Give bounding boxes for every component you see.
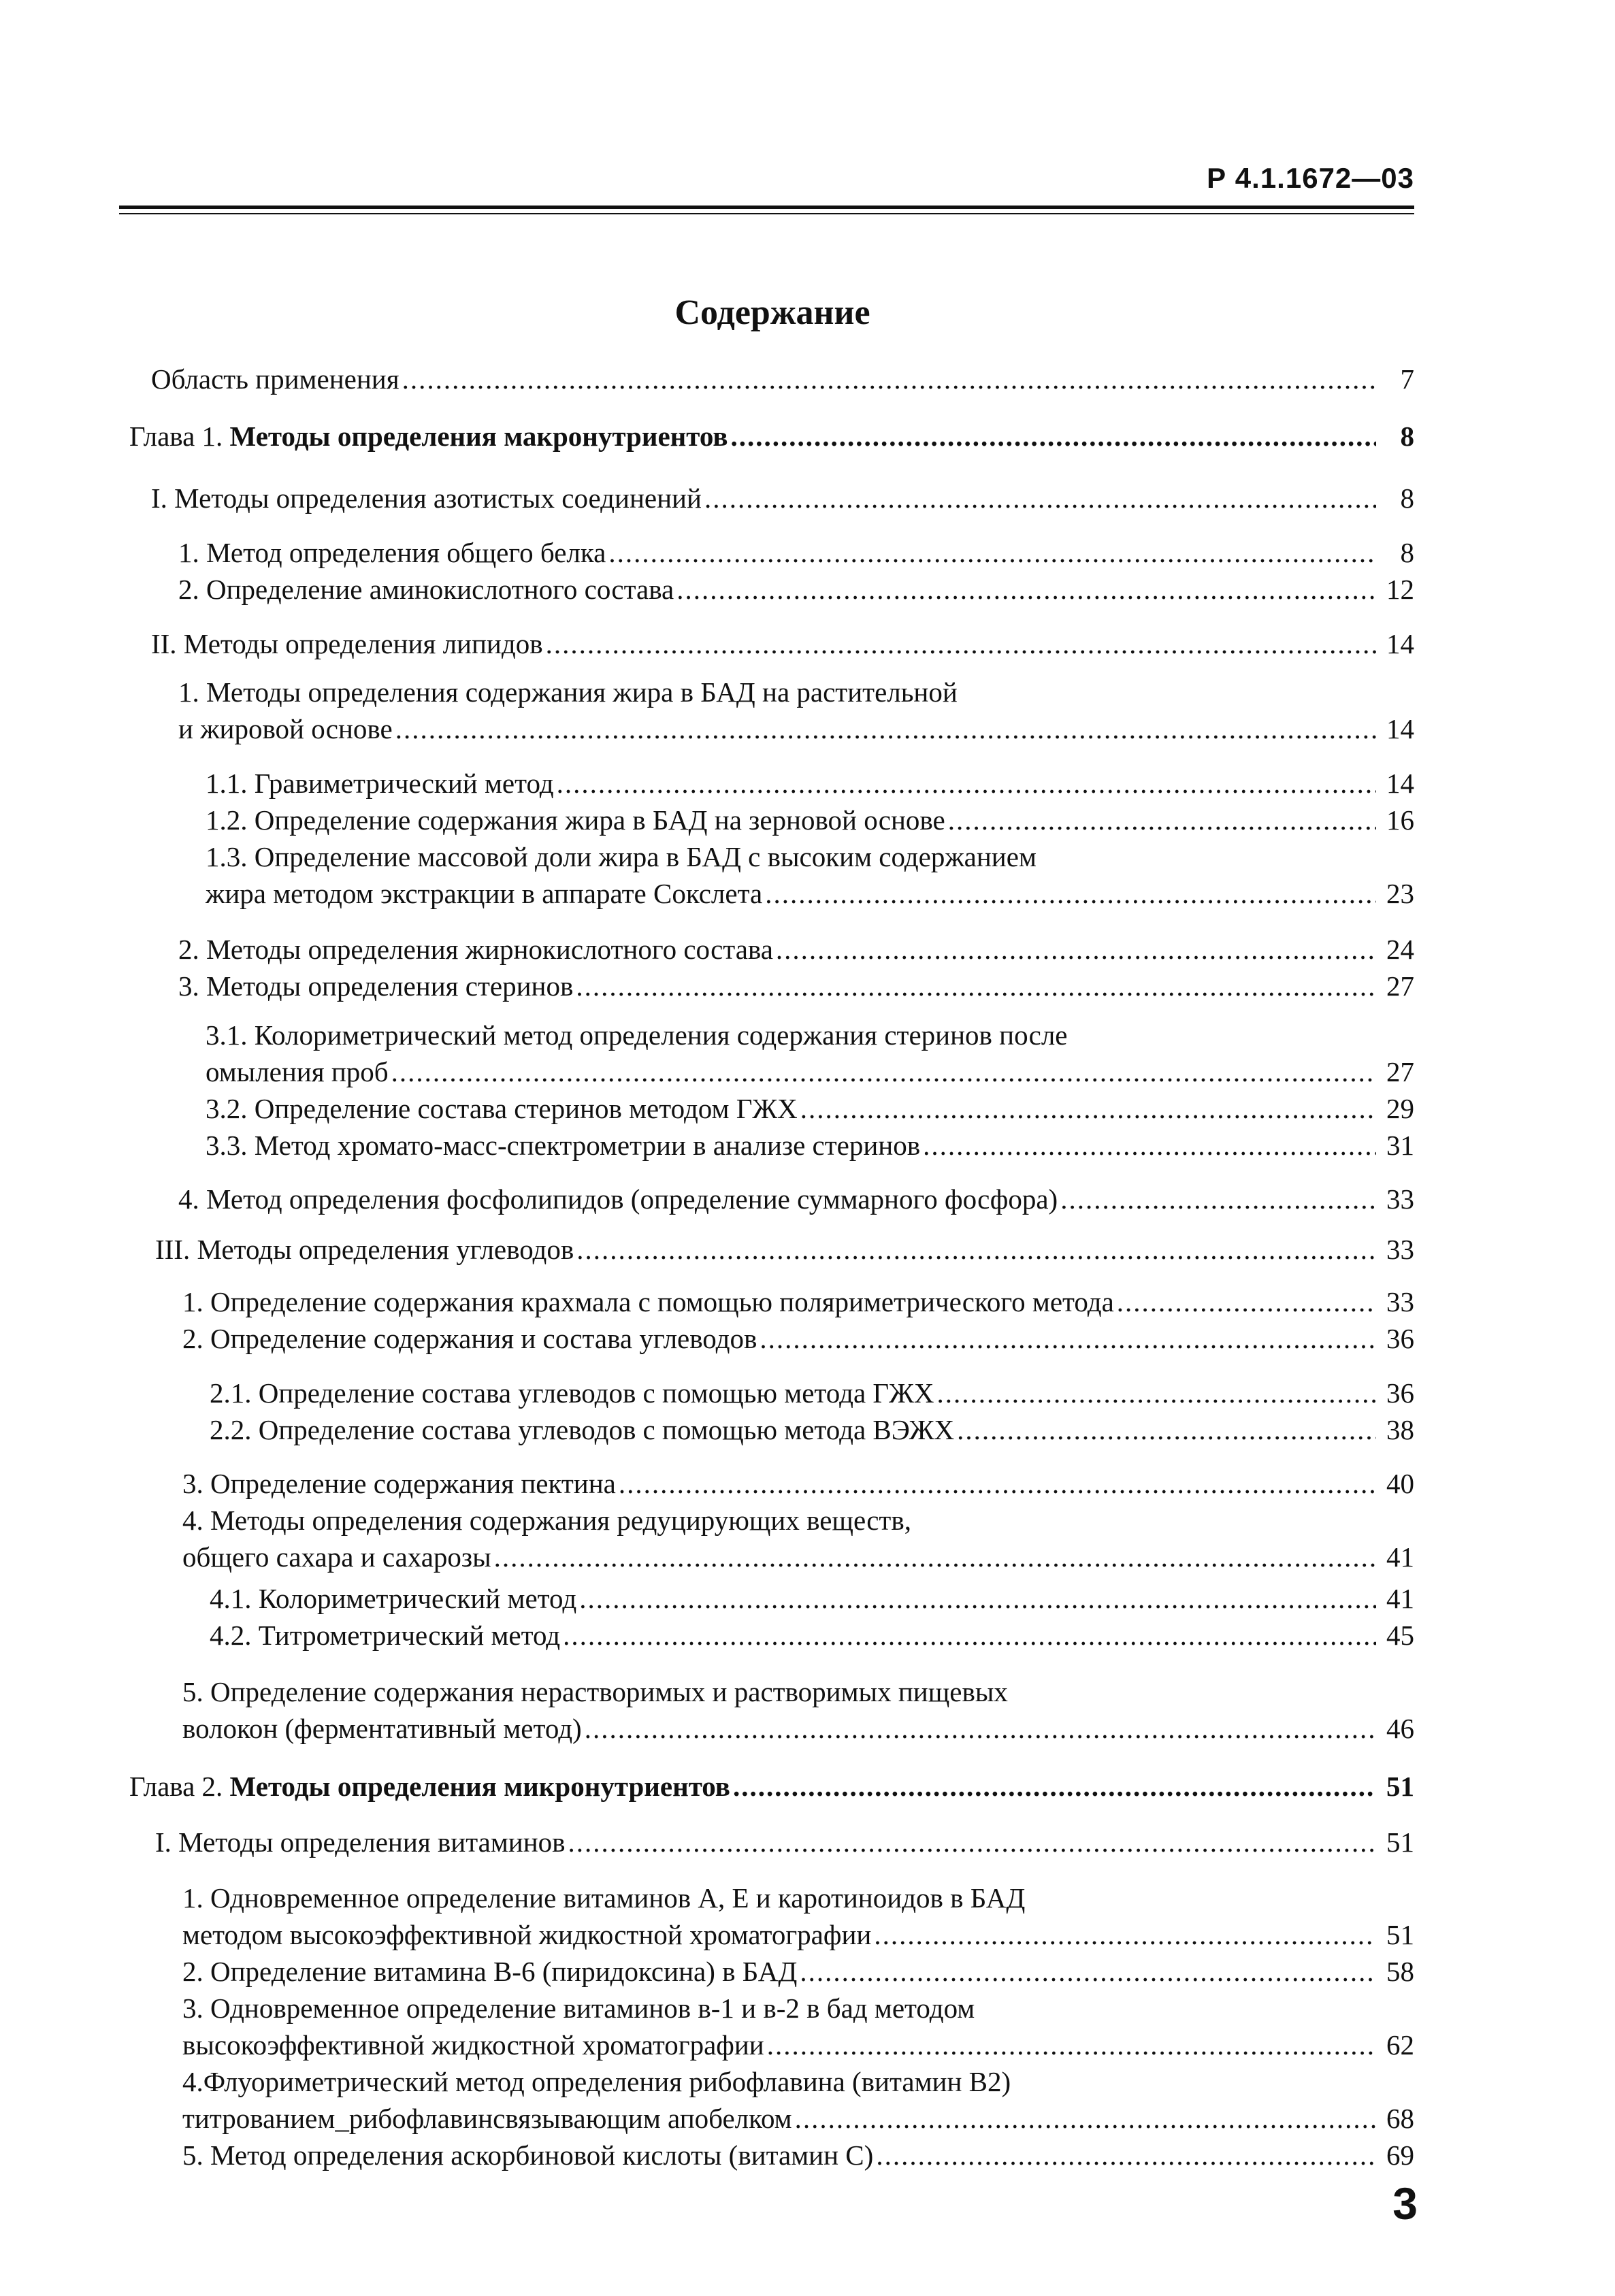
toc-leader bbox=[936, 1375, 1376, 1411]
toc-leader bbox=[1117, 1283, 1376, 1320]
toc-leader bbox=[546, 625, 1376, 662]
toc-entry-title: общего сахара и сахарозы bbox=[182, 1541, 491, 1573]
toc-page-number: 14 bbox=[1386, 768, 1414, 799]
toc-entry[interactable] bbox=[206, 1127, 1414, 1164]
toc-leader bbox=[608, 534, 1376, 571]
toc-entry-title: 3. Методы определения стеринов bbox=[178, 970, 574, 1002]
toc-entry-title: 3.2. Определение состава стеринов методом ГЖХ bbox=[206, 1093, 798, 1124]
toc-page-number: 8 bbox=[1400, 537, 1414, 568]
toc-entry-title: 1.2. Определение содержания жира в БАД на зерновой основе bbox=[206, 804, 945, 836]
toc-page-number: 40 bbox=[1386, 1468, 1414, 1499]
toc-entry-title-line: 1. Методы определения содержания жира в БАД на растительной bbox=[178, 676, 958, 708]
toc-entry-title-line: 4. Методы определения содержания редуцирующих веществ, bbox=[182, 1505, 911, 1536]
chapter-label: Глава 1. bbox=[129, 421, 230, 452]
toc-leader bbox=[391, 1053, 1376, 1090]
toc-leader bbox=[957, 1411, 1376, 1448]
toc-entry[interactable] bbox=[155, 1231, 1414, 1268]
toc-entry-title: методом высокоэффективной жидкостной хроматографии bbox=[182, 1919, 872, 1950]
toc-chapter-entry[interactable] bbox=[129, 1768, 1414, 1805]
toc-entry-title: 2. Методы определения жирнокислотного состава bbox=[178, 934, 773, 965]
toc-leader bbox=[676, 571, 1376, 608]
page-title: Содержание bbox=[674, 293, 870, 332]
toc-entry[interactable] bbox=[155, 1824, 1414, 1860]
toc-page-number: 62 bbox=[1386, 2029, 1414, 2061]
toc-entry-title: титрованием_рибофлавинсвязывающим апобелком bbox=[182, 2103, 792, 2134]
toc-leader bbox=[557, 765, 1376, 802]
toc-entry-title-line: 1.3. Определение массовой доли жира в БАД с высоким содержанием bbox=[206, 841, 1037, 872]
toc-entry[interactable] bbox=[206, 765, 1414, 802]
toc-entry[interactable] bbox=[182, 1465, 1414, 1502]
toc-entry-title: 2.2. Определение состава углеводов с помощью метода ВЭЖХ bbox=[210, 1414, 955, 1445]
toc-page-number: 7 bbox=[1400, 363, 1414, 395]
toc-entry-title: 2.1. Определение состава углеводов с помощью метода ГЖХ bbox=[210, 1377, 934, 1409]
toc-entry[interactable] bbox=[182, 1502, 1414, 1575]
toc-leader bbox=[1060, 1181, 1376, 1217]
toc-leader bbox=[800, 1090, 1376, 1127]
toc-page-number: 58 bbox=[1386, 1956, 1414, 1987]
toc-leader bbox=[563, 1617, 1376, 1654]
toc-entry-title-line: 1. Одновременное определение витаминов А, Е и каротиноидов в БАД bbox=[182, 1882, 1026, 1914]
toc-page-number: 16 bbox=[1386, 804, 1414, 836]
toc-leader bbox=[395, 710, 1376, 747]
toc-entry-title: 1.1. Гравиметрический метод bbox=[206, 768, 554, 799]
toc-leader bbox=[776, 931, 1376, 968]
document-code: Р 4.1.1672—03 bbox=[1207, 162, 1414, 194]
toc-page-number: 24 bbox=[1386, 934, 1414, 965]
header-rule bbox=[119, 206, 1414, 214]
toc-entry[interactable] bbox=[151, 361, 1414, 397]
toc-entry-title-line: 5. Определение содержания нерастворимых и растворимых пищевых bbox=[182, 1676, 1008, 1707]
toc-entry[interactable] bbox=[178, 931, 1414, 968]
toc-entry-title: омыления проб bbox=[206, 1056, 389, 1087]
toc-page-number: 27 bbox=[1386, 1056, 1414, 1087]
toc-entry[interactable] bbox=[210, 1617, 1414, 1654]
toc-page-number: 45 bbox=[1386, 1620, 1414, 1651]
toc-entry-title: Методы определения микронутриентов bbox=[229, 1771, 730, 1802]
toc-entry[interactable] bbox=[182, 1880, 1414, 1953]
toc-leader bbox=[619, 1465, 1376, 1502]
toc-entry-title: высокоэффективной жидкостной хроматографии bbox=[182, 2029, 764, 2061]
toc-entry[interactable] bbox=[151, 480, 1414, 516]
toc-leader bbox=[800, 1953, 1376, 1990]
toc-entry-title: волокон (ферментативный метод) bbox=[182, 1713, 582, 1744]
toc-page-number: 33 bbox=[1386, 1234, 1414, 1265]
toc-page-number: 51 bbox=[1386, 1771, 1414, 1802]
toc-entry[interactable] bbox=[151, 625, 1414, 662]
toc-leader bbox=[579, 1580, 1376, 1617]
toc-leader bbox=[923, 1127, 1376, 1164]
toc-entry-title: 2. Определение витамина В-6 (пиридоксина) в БАД bbox=[182, 1956, 798, 1987]
toc-entry[interactable] bbox=[206, 838, 1414, 912]
toc-entry-title: 4.1. Колориметрический метод bbox=[210, 1583, 577, 1614]
toc-entry[interactable] bbox=[178, 674, 1414, 747]
toc-page-number: 23 bbox=[1386, 878, 1414, 909]
toc-chapter-entry[interactable] bbox=[129, 418, 1414, 455]
toc-page-number: 68 bbox=[1386, 2103, 1414, 2134]
toc-entry-title: II. Методы определения липидов bbox=[151, 628, 543, 659]
toc-leader bbox=[568, 1824, 1376, 1860]
toc-page-number: 33 bbox=[1386, 1286, 1414, 1317]
toc-entry[interactable] bbox=[182, 1320, 1414, 1357]
toc-entry[interactable] bbox=[178, 571, 1414, 608]
toc-leader bbox=[576, 968, 1376, 1004]
toc-entry-title-line: 3. Одновременное определение витаминов в-1 и в-2 в бад методом bbox=[182, 1992, 975, 2024]
toc-entry[interactable] bbox=[182, 1990, 1414, 2063]
toc-page-number: 31 bbox=[1386, 1130, 1414, 1161]
toc-page-number: 27 bbox=[1386, 970, 1414, 1002]
toc-entry[interactable] bbox=[178, 968, 1414, 1004]
toc-entry-title: 4.2. Титрометрический метод bbox=[210, 1620, 561, 1651]
toc-entry-title: Область применения bbox=[151, 363, 399, 395]
toc-leader bbox=[767, 2027, 1376, 2063]
toc-page-number: 51 bbox=[1386, 1919, 1414, 1950]
toc-leader bbox=[948, 802, 1376, 838]
toc-entry[interactable] bbox=[206, 1017, 1414, 1090]
toc-entry-title: 1. Определение содержания крахмала с помощью поляриметрического метода bbox=[182, 1286, 1114, 1317]
toc-leader bbox=[731, 418, 1376, 455]
toc-entry[interactable] bbox=[182, 1953, 1414, 1990]
toc-entry-title: III. Методы определения углеводов bbox=[155, 1234, 574, 1265]
toc-leader bbox=[402, 361, 1376, 397]
toc-entry[interactable] bbox=[182, 1283, 1414, 1320]
toc-entry-title: 5. Метод определения аскорбиновой кислоты (витамин С) bbox=[182, 2139, 874, 2171]
toc-entry[interactable] bbox=[206, 802, 1414, 838]
toc-page-number: 29 bbox=[1386, 1093, 1414, 1124]
toc-entry-title: Методы определения макронутриентов bbox=[229, 421, 728, 452]
toc-leader bbox=[704, 480, 1376, 516]
page-number: 3 bbox=[1392, 2178, 1418, 2229]
toc-page-number: 46 bbox=[1386, 1713, 1414, 1744]
toc-leader bbox=[494, 1539, 1376, 1575]
toc-entry-title: 1. Метод определения общего белка bbox=[178, 537, 606, 568]
toc-leader bbox=[760, 1320, 1376, 1357]
toc-entry-title-line: 3.1. Колориметрический метод определения содержания стеринов после bbox=[206, 1019, 1068, 1051]
toc-leader bbox=[874, 1916, 1376, 1953]
toc-page-number: 38 bbox=[1386, 1414, 1414, 1445]
toc-entry[interactable] bbox=[178, 534, 1414, 571]
toc-page-number: 51 bbox=[1386, 1826, 1414, 1858]
toc-entry[interactable] bbox=[210, 1411, 1414, 1448]
toc-entry-title: 3.3. Метод хромато-масс-спектрометрии в анализе стеринов bbox=[206, 1130, 921, 1161]
toc-entry-title: I. Методы определения азотистых соединений bbox=[151, 482, 702, 514]
toc-entry-title: 2. Определение аминокислотного состава bbox=[178, 574, 674, 605]
toc-entry-title: жира методом экстракции в аппарате Сокслета bbox=[206, 878, 763, 909]
toc-page-number: 14 bbox=[1386, 628, 1414, 659]
toc-entry[interactable] bbox=[182, 2063, 1414, 2137]
toc-entry-title-line: 4.Флуориметрический метод определения рибофлавина (витамин В2) bbox=[182, 2066, 1011, 2097]
toc-entry[interactable] bbox=[182, 2137, 1414, 2174]
toc-page-number: 41 bbox=[1386, 1583, 1414, 1614]
toc-leader bbox=[795, 2100, 1376, 2137]
toc-leader bbox=[585, 1710, 1376, 1747]
toc-entry[interactable] bbox=[206, 1090, 1414, 1127]
toc-leader bbox=[765, 875, 1376, 912]
chapter-label: Глава 2. bbox=[129, 1771, 230, 1802]
toc-page-number: 8 bbox=[1400, 482, 1414, 514]
toc-leader bbox=[576, 1231, 1376, 1268]
toc-leader bbox=[733, 1768, 1376, 1805]
toc-page-number: 69 bbox=[1386, 2139, 1414, 2171]
toc-page-number: 41 bbox=[1386, 1541, 1414, 1573]
toc-page-number: 36 bbox=[1386, 1377, 1414, 1409]
toc-entry-title: и жировой основе bbox=[178, 713, 393, 744]
toc-entry-title: I. Методы определения витаминов bbox=[155, 1826, 566, 1858]
toc-page-number: 33 bbox=[1386, 1183, 1414, 1215]
toc-entry[interactable] bbox=[178, 1181, 1414, 1217]
toc-entry[interactable] bbox=[182, 1673, 1414, 1747]
toc-page-number: 36 bbox=[1386, 1323, 1414, 1354]
toc-entry[interactable] bbox=[210, 1580, 1414, 1617]
toc-page-number: 8 bbox=[1400, 421, 1414, 452]
toc-entry-title: 2. Определение содержания и состава углеводов bbox=[182, 1323, 757, 1354]
toc-page-number: 12 bbox=[1386, 574, 1414, 605]
toc-entry-title: 4. Метод определения фосфолипидов (определение суммарного фосфора) bbox=[178, 1183, 1058, 1215]
toc-entry-title: 3. Определение содержания пектина bbox=[182, 1468, 616, 1499]
toc-entry[interactable] bbox=[210, 1375, 1414, 1411]
toc-leader bbox=[876, 2137, 1376, 2174]
toc-page-number: 14 bbox=[1386, 713, 1414, 744]
